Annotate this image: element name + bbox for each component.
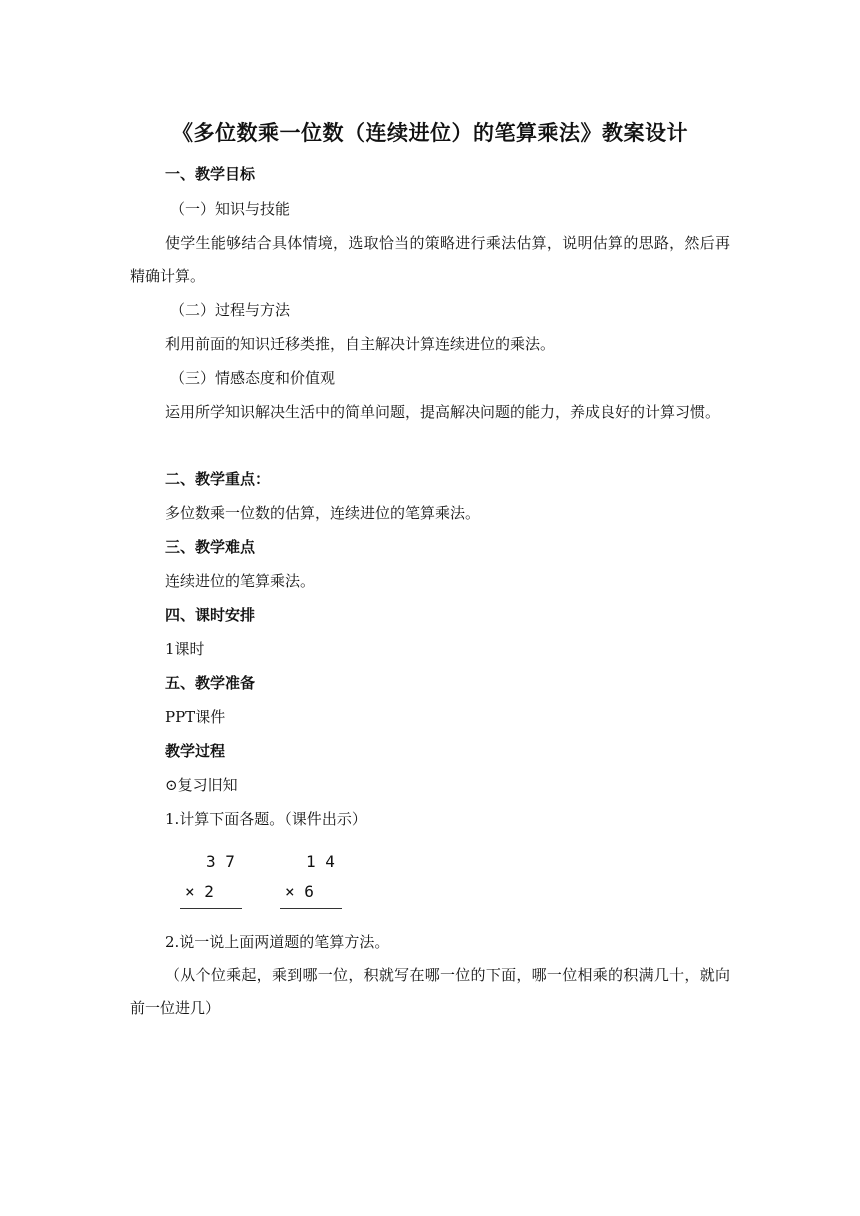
review-heading: ⊙复习旧知 xyxy=(165,776,238,794)
multiplication-problem-2 xyxy=(280,852,350,912)
paragraph-difficulties: 连续进位的笔算乘法。 xyxy=(165,572,316,590)
step-2-answer: （从个位乘起，乘到哪一位，积就写在哪一位的下面，哪一位相乘的积满几十，就向前一位进几） xyxy=(130,966,730,1017)
paragraph-key-points: 多位数乘一位数的估算，连续进位的笔算乘法。 xyxy=(165,504,481,522)
paragraph-schedule: 1课时 xyxy=(165,640,205,658)
problem-2-rule xyxy=(280,908,342,909)
problem-2-bottom: × 6 xyxy=(285,882,314,901)
problem-1-top: 3 7 xyxy=(206,852,235,871)
section-heading-key-points: 二、教学重点： xyxy=(165,470,271,488)
paragraph-preparation: PPT课件 xyxy=(165,708,226,726)
subheading-process-method: （二）过程与方法 xyxy=(170,301,291,319)
section-heading-process: 教学过程 xyxy=(165,742,226,760)
section-heading-preparation: 五、教学准备 xyxy=(165,674,256,692)
step-1-text: 1.计算下面各题。（课件出示） xyxy=(165,810,367,828)
problem-2-top: 1 4 xyxy=(306,852,335,871)
subheading-knowledge-skills: （一）知识与技能 xyxy=(170,200,291,218)
paragraph-process-method: 利用前面的知识迁移类推，自主解决计算连续进位的乘法。 xyxy=(165,335,556,353)
multiplication-problem-1 xyxy=(180,852,250,912)
section-heading-schedule: 四、课时安排 xyxy=(165,606,256,624)
problem-1-bottom: × 2 xyxy=(185,882,214,901)
section-heading-objectives: 一、教学目标 xyxy=(165,165,256,183)
problem-1-rule xyxy=(180,908,242,909)
document-title: 《多位数乘一位数（连续进位）的笔算乘法》教案设计 xyxy=(172,121,688,145)
section-heading-difficulties: 三、教学难点 xyxy=(165,538,256,556)
paragraph-knowledge-skills: 使学生能够结合具体情境，选取恰当的策略进行乘法估算，说明估算的思路，然后再精确计算。 xyxy=(130,234,730,285)
paragraph-attitude-values: 运用所学知识解决生活中的简单问题，提高解决问题的能力，养成良好的计算习惯。 xyxy=(165,403,721,421)
subheading-attitude-values: （三）情感态度和价值观 xyxy=(170,369,336,387)
step-2-text: 2.说一说上面两道题的笔算方法。 xyxy=(165,933,390,951)
